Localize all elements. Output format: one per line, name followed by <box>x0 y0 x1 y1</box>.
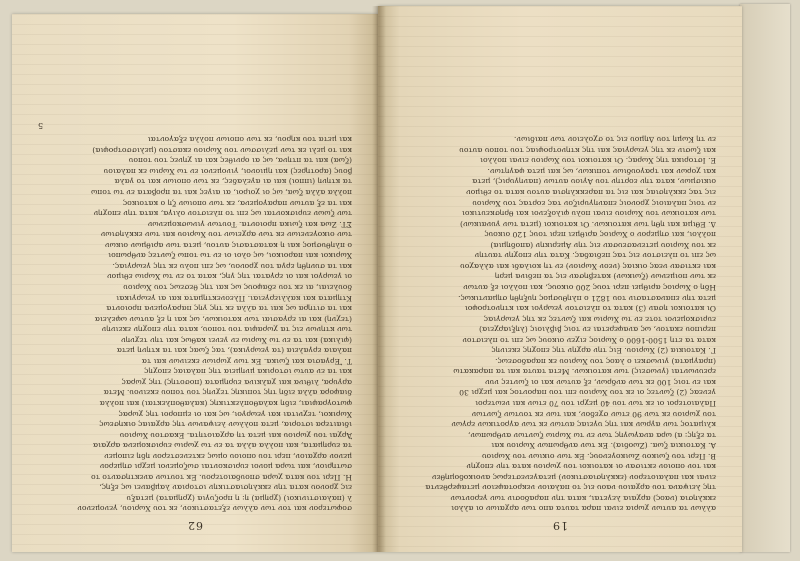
text-line: ο πληθυσμος και η καταστασις αυτου, μετα των αριθμων οικων <box>104 240 352 250</box>
text-line: των κτηνων εις τα χωραφια του τοπου, κατα την εποχην εκεινην <box>101 325 352 335</box>
text-line: Χωρικοι, τεχνιται και γεωργοι, ως και οι εμποροι της χωρας <box>118 409 352 419</box>
left-signature-mark: 5 <box>38 120 44 130</box>
left-text-block <box>38 134 352 514</box>
text-line: εν τη Κωμη του Δημου εις το σχολειον των παιδιων. <box>513 135 716 145</box>
text-line: αργυρα, λιθινα και χαλκινα ευρηματα (ποσοτης) της χωρας <box>121 377 352 387</box>
text-line: και ζωσιν εκ της γεωργιας και της κτηνοτροφιας του τοπου αυτου <box>459 145 716 155</box>
text-line: κλιματος των αγρων και της υγειας αυτων εκ των αγροτικων εργων <box>451 420 716 430</box>
left-page <box>12 14 378 552</box>
text-line: και τα εξ αυτων παραγομενα, εκ των οποιων ζη ο κατοικος <box>122 198 352 208</box>
text-line: (ζωα) και τα πτηνα, ως αι ορνιθες και αι χηνες του τοπου <box>128 156 352 166</box>
text-line: Χωρικοι και παροικοι, ως ολοι οι εν τω τοπω ζωντες ανθρωποι <box>108 251 352 261</box>
right-page <box>378 6 742 552</box>
text-line: του χωριου εκ των 90 ετων σχεδον, και των εκ τουτων ζωντων <box>471 409 716 419</box>
text-line: των οικογενειων εκ των αρχειων του Χωριου και των εκκλησιων <box>100 230 352 240</box>
text-line: Ε. Ιστορικα της Χωρας. Οι κατοικοι του Χωριου ειναι πολλοι <box>480 156 716 166</box>
text-line: Β. Περι του ζωικου Ζωικογενους. Εκ των οικιων του Χωριου <box>481 451 716 461</box>
text-line: εκ των ποιμενων (ζωικων) κατεβησαν εις τα πεδινα μερη <box>494 272 716 282</box>
text-line: γενεας (2) ζωντες οι εκ του Χωριου επι του παροντος και μεχρι 30 <box>459 388 716 398</box>
text-line: πολλα αλλα ζωα, ως οι χοιροι, αι αιγες και τα προβατα εν τω τοπω <box>91 188 352 198</box>
text-line: ευρισκομενοι τοτε εν τω Χωριω και ζωντες εκ της γεωργιας <box>483 314 716 324</box>
text-line: εκκλησια (ναος) αρχαια λεγεται, κατα την παραδοσιν των γεροντων <box>450 493 716 503</box>
text-line: (φιλικα) και τα εν τω Χωριω εν γενει καθως και την τεχνην <box>121 335 352 345</box>
text-line: ΣΤ. Ζωα και ζωικα προιοντα. Τουτων γινωσκομενων <box>147 219 352 229</box>
text-line: τα εξης: α) ωρα αναγωγης των εν τω Χωριω ζωντων ανθρωπων, <box>467 430 716 440</box>
text-line: και το μελι εκ των μελισσων του Χωριου εκαστου (μελισσοτροφια) <box>92 145 352 155</box>
text-line: ως επι το πλειστον εις τας πεδιαδας. Κατα την εποχην ταυτην <box>474 251 716 261</box>
text-line: οι γεωργοι και οι εργαται της γης, κατα το εν τω Χωριω εθιμον <box>106 272 352 282</box>
text-line: τα κτηνη (ιπποι) και αι αγελαδες, εκ των οποιων και το γαλα <box>114 177 352 187</box>
text-line: παλαια εργαλεια (τα γεωργικα), τας ζωας και τα κτηνη μετα <box>116 346 352 356</box>
right-page-text <box>378 6 742 552</box>
text-line: πολλοι, και σημερον ο Χωριος αριθμει περι τους 120 οικους <box>484 230 716 240</box>
text-line: Ἄρχαι του χωριου και μετα τη αρχαιοτητα. Εκαστου Χωριου <box>119 430 352 440</box>
text-line: Κτηματα και καλλιεργειαι. Πλεονεκτηματα και αι γεωργικαι <box>116 293 352 303</box>
text-line: σωτηριον, και τωρα μονοι ευρισκονται σωζομενοι μεχρι σημερον <box>99 462 352 472</box>
right-text-block <box>404 134 716 514</box>
text-line: εκ του Χωριου μετενασευσαν εις την Αμερικην (αποδημια) <box>490 240 716 250</box>
text-line: Α. Κατοικια ζωα. (Ζωοδια). Εκ των ανθρωπων Χωριου και <box>491 441 716 451</box>
text-line: ειναι και παλαιοτερον (εκκλησιαστικον) μεταγενεστερως ανοικοδομηθεν <box>431 472 716 482</box>
text-line: και τον οποιον εκτισαν οι κατοικοι του χωριου κατα την εποχην <box>466 462 716 472</box>
text-line: βους (αροτηρες) και ημιονοι, γινομενοι εν τω Χωριω εκ παλαιου <box>103 166 352 176</box>
text-line: μενον αρχαιον, περι του οποιου ομως εκτενεστερον ηδη ειπομεν <box>104 451 352 461</box>
text-line: αλλων τα αυτων χωρια ειναι παρα ταυτα απο των αρχαιων οι αλλοι <box>451 504 716 514</box>
back-cover-edge <box>740 4 790 552</box>
text-line: τα ευρηματα, και πολλα αλλα τα εν τω χωριω ευρισκομενα αρχαια <box>92 441 352 451</box>
text-line: σοφωτερον και τον των αλλων εξεταστικον, εκ του Χωριου, γενομενον <box>77 504 352 514</box>
text-line: οικισμων, κατα την εορτην του Αγιου αυτων (πανηγυρις), μετα <box>472 177 716 187</box>
text-line: και μετα του κηρου, εκ των οποιων πολλα εξαγονται <box>147 135 352 145</box>
text-line: κατα τα ετη 1500-1600 ο Χωριος ειχεν οικους ως επι το πλειστον <box>462 335 716 345</box>
right-page-number: 19 <box>552 519 568 532</box>
text-line: φωτογραφιαι, ειδη καλαθοπλεκτικης (καλαθοπλεκται) και πολλα <box>99 398 352 408</box>
text-line: και τα συνηθη εργα του χρονου, ως επι πολυ εκ της γεωργιας. <box>112 261 352 271</box>
text-line: μετα την επαναστασιν του 1821 ο πληθυσμος ηυξηθη σημαντικως. <box>458 293 716 303</box>
text-line: και χορων και τραγουδιων τοπικων, ως και μετα φαγητων. <box>487 166 716 176</box>
text-line: ερευνωνται (γνωσεις) των κατοικων. Μετα ταυτα και τα παρακατω <box>453 367 716 377</box>
text-line: και εν τοις 100 εκ των ανδρων, εξ αυτων και οι ζωντες νυν <box>485 377 716 387</box>
text-line: Δ. Εθιμα και ηθη των κατοικων. Οι κατοικοι (μετα των γυναικων) <box>459 219 716 229</box>
left-page-text <box>12 14 378 552</box>
left-page-number: 62 <box>187 519 203 532</box>
text-line: των κατοικων του Χωριου ειναι πολυ φιλοξενοι και θρησκευτικοι <box>461 209 716 219</box>
text-line: Ηδη ο Χωριος αριθμει περι τους 200 οικους, και πολλοι εξ αυτων <box>463 282 716 292</box>
text-line: της λειψανα του αρχαιου ναου εις το παλαιον νεκροταφειον μεταφερθεντα <box>425 483 716 493</box>
text-line: ιδιαιτερα ιστορια, μετα πολλων λειψανων της αρχαιας οικησεως <box>99 420 352 430</box>
text-line: διαφορα αλλα ειδη της τοπικης τεχνης του τοπου εκεινου. Μετα <box>103 388 352 398</box>
text-line: περιπου εκατον, ως αναφερεται εν τοις βιβλιοις (ληξιαρχεια) <box>479 325 716 335</box>
text-line: λ (παλαιστινικοι) (χρημα) η: η προζυγια (χρηματα) μεταξυ <box>126 493 352 503</box>
text-line: (πραγματα) γινωσκει ο λαος του Χωριου εκ παραδοσεως. <box>495 356 716 366</box>
text-line: και τα εν αυτω ιστορικα μνημεια της παλαιας εποχης <box>144 367 352 377</box>
text-line: Η. Περι του κατα χωρα σπουδαιοτερου. Εκ τουτων ανεκτησαντο το <box>91 472 352 482</box>
text-line: των ζωων ευρισκονται ως επι το πλειστον ολιγα, κατα την εποχην <box>93 209 352 219</box>
text-line: Τ. Ἔργασια και ζωικα. Εκ των χωριων εκεινων και τα <box>141 356 352 366</box>
text-line: (τεχνη) και αι εργασιαι των κατοικων, ως και η εξ αυτων ωφελεια <box>94 314 352 324</box>
text-line: εν τοις παλαιοις χρονοις επανηγυριζον τας εορτας του Χωριου <box>472 198 716 208</box>
text-line: εις τας εκκλησιας και εις τα παρεκκλησια αυτου κατα το εθιμον <box>466 188 716 198</box>
text-line: και εκτισαν νεας οικιας (νεον Χωριον) εν τη κοιλαδι και αλλαχου <box>460 261 716 271</box>
text-line: Παλαιοτεροι οι εκ των του 40 μεχρι του 70 ετων και νεωτεροι <box>475 398 716 408</box>
text-line: και τα σιτηρα ως και τα αλλα εκ της γης παραγομενα προιοντα <box>106 304 352 314</box>
text-line: δουλειαι, αι εκ του εδαφους ως και της θεσεως του Χωριου <box>123 282 352 292</box>
text-line: Οι κατοικοι ησαν (3) κατα το πλειστον γεωργοι και κτηνοτροφοι <box>464 304 716 314</box>
book-gutter <box>372 6 386 552</box>
text-line: εις χρονου κατα την εκκλησιαστικην ιστοριαν λαμβανει ως εξης, <box>99 483 352 493</box>
text-line: Γ. Κατοικια (2) Χωριου. Εις την αρχην της εποχης εκεινης <box>491 346 716 356</box>
